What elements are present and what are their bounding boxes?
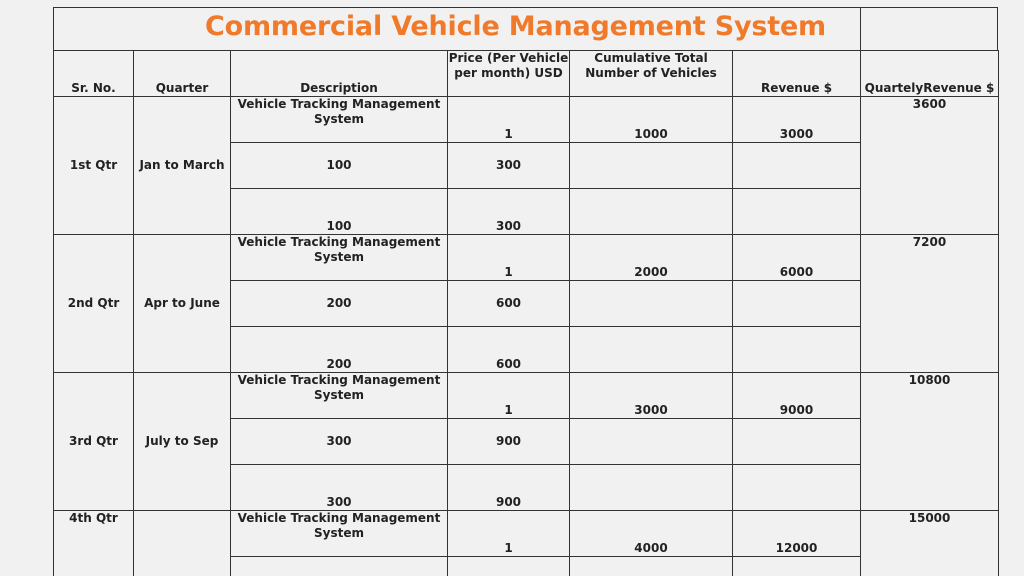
- cumulative-cell: 1000: [570, 97, 733, 143]
- description-cell: 100: [231, 189, 448, 235]
- description-cell: Vehicle Tracking Management System: [231, 511, 448, 557]
- description-cell: Vehicle Tracking Management System: [231, 97, 448, 143]
- header-description: Description: [231, 51, 448, 97]
- title-divider: [860, 8, 861, 51]
- table-row: [54, 235, 999, 281]
- price-cell: 900: [448, 465, 570, 511]
- description-cell: 300: [231, 419, 448, 465]
- quarterly-revenue-cell: 15000: [861, 511, 999, 576]
- header-quarterly-revenue: QuartelyRevenue $: [861, 51, 999, 97]
- empty-cell: [733, 327, 861, 373]
- quarterly-revenue-cell: 10800: [861, 373, 999, 511]
- empty-cell: [733, 281, 861, 327]
- header-sr-no: Sr. No.: [54, 51, 134, 97]
- price-cell: 900: [448, 419, 570, 465]
- empty-cell: [733, 465, 861, 511]
- sr-cell: 1st Qtr: [54, 97, 134, 235]
- cumulative-cell: 3000: [570, 373, 733, 419]
- table-row: [54, 373, 999, 419]
- description-cell: 200: [231, 327, 448, 373]
- empty-cell: [231, 557, 448, 576]
- empty-cell: [733, 557, 861, 576]
- revenue-cell: 12000: [733, 511, 861, 557]
- empty-cell: [733, 419, 861, 465]
- price-cell: 600: [448, 327, 570, 373]
- sr-cell: 2nd Qtr: [54, 235, 134, 373]
- quarter-cell: [134, 511, 231, 576]
- empty-cell: [733, 189, 861, 235]
- empty-cell: [733, 143, 861, 189]
- revenue-cell: 6000: [733, 235, 861, 281]
- description-cell: 100: [231, 143, 448, 189]
- quarter-cell: Apr to June: [134, 235, 231, 373]
- price-cell: 300: [448, 143, 570, 189]
- header-quarter: Quarter: [134, 51, 231, 97]
- description-cell: 200: [231, 281, 448, 327]
- price-cell: 1: [448, 235, 570, 281]
- quarterly-revenue-cell: 7200: [861, 235, 999, 373]
- header-revenue: Revenue $: [733, 51, 861, 97]
- price-cell: 600: [448, 281, 570, 327]
- price-cell: 1: [448, 511, 570, 557]
- empty-cell: [570, 327, 733, 373]
- empty-cell: [448, 557, 570, 576]
- revenue-table: [53, 50, 999, 576]
- description-cell: Vehicle Tracking Management System: [231, 373, 448, 419]
- table-row: [54, 97, 999, 143]
- empty-cell: [570, 465, 733, 511]
- table-row: [54, 511, 999, 557]
- sr-cell: 3rd Qtr: [54, 373, 134, 511]
- quarter-cell: July to Sep: [134, 373, 231, 511]
- revenue-cell: 3000: [733, 97, 861, 143]
- header-cumulative: Cumulative Total Number of Vehicles: [570, 51, 733, 97]
- empty-cell: [570, 189, 733, 235]
- empty-cell: [570, 143, 733, 189]
- quarterly-revenue-cell: 3600: [861, 97, 999, 235]
- header-row: [54, 51, 999, 97]
- empty-cell: [570, 419, 733, 465]
- cumulative-cell: 2000: [570, 235, 733, 281]
- price-cell: 1: [448, 373, 570, 419]
- price-cell: 300: [448, 189, 570, 235]
- cumulative-cell: 4000: [570, 511, 733, 557]
- empty-cell: [570, 557, 733, 576]
- header-price: Price (Per Vehicle per month) USD: [448, 51, 570, 97]
- price-cell: 1: [448, 97, 570, 143]
- description-cell: Vehicle Tracking Management System: [231, 235, 448, 281]
- description-cell: 300: [231, 465, 448, 511]
- quarter-cell: Jan to March: [134, 97, 231, 235]
- revenue-cell: 9000: [733, 373, 861, 419]
- page-title: Commercial Vehicle Management System: [205, 11, 826, 42]
- sr-cell: 4th Qtr: [54, 511, 134, 576]
- empty-cell: [570, 281, 733, 327]
